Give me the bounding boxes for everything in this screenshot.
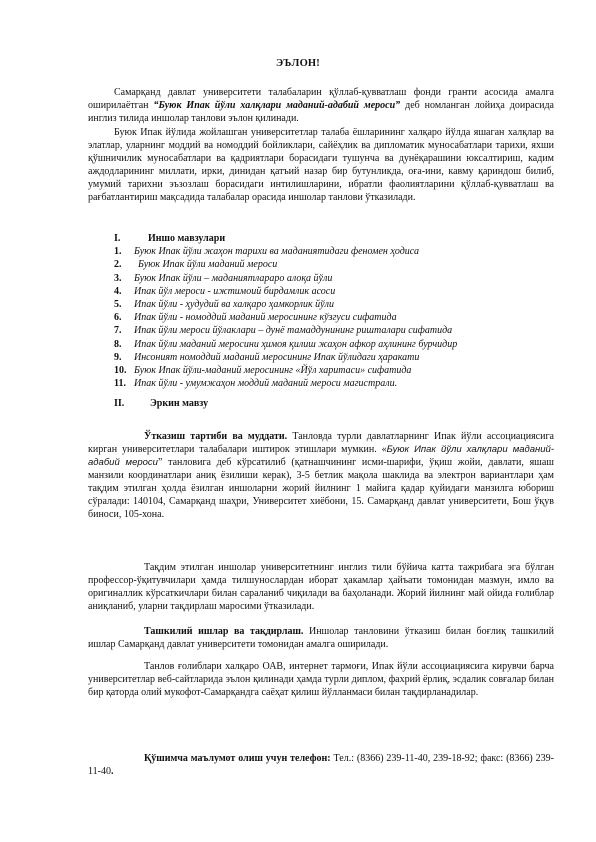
procedure-section: [88, 430, 554, 521]
section-2-number: II.: [114, 398, 125, 409]
list-item: 4. Ипак йўл мероси - ижтимоий бирдамлик асоси: [114, 285, 336, 297]
list-item: 8. Ипак йўли маданий меросини ҳимоя қилиш жаҳон афкор аҳлининг бурчидир: [114, 338, 458, 350]
intro-paragraph-2: Буюк Ипак йўлида жойлашган университетлар талаба ёшларининг халқаро йўлда яшаган халқлар ва элатлар, уларнинг моддий ва номоддий бойликлари, сайёҳлик ва дипломатик муносабатлари тарихи, яхши қўшничилик муносабатлари ва қадриятлари борасидаги тушунча ва дунёқарашини юксалтириш, кадим аждодларининг миллати, ирки, динидан қатъий назар бир бутунликда, оға-ини, кавму қариндош билиб, умумий тарихни эъзозлаш борасидаги интилишларини, ибратли фаолиятларини қўллаб-қувватлаш ва рағбатлантириш мақсадида талабалар орасида иншолар танлови ўтказилади.: [88, 127, 554, 203]
organization-paragraph: Ташкилий ишлар ва тақдирлаш. Иншолар танловини ўтказиш билан боғлиқ ташкилий ишлар Самарқанд давлат университети томонидан амалга оширилади.: [88, 626, 555, 650]
evaluation-section: [88, 561, 554, 613]
list-item: 1. Буюк Ипак йўли жаҳон тарихи ва маданиятидаги феномен ҳодиса: [114, 246, 419, 258]
list-item: 7. Ипак йўли мероси йўлаклари – дунё тамаддунининг ришталари сифатида: [114, 325, 453, 337]
project-title-quote: Буюк Ипак йўли халқлари маданий-адабий мероси: [88, 444, 554, 468]
page-title: ЭЪЛОН!: [275, 58, 320, 69]
contact-section: [88, 752, 554, 778]
procedure-label: Ўтказиш тартиби ва муддати.: [144, 431, 288, 442]
winners-section: [88, 660, 554, 699]
list-item: 2. Буюк Ипак йўли маданий мероси: [114, 259, 278, 271]
list-item: 9. Инсоният номоддий маданий меросининг Ипак йўлидаги ҳаракати: [114, 351, 420, 363]
procedure-paragraph: Ўтказиш тартиби ва муддати. Танловда турли давлатларнинг Ипак йўли ассоциациясига кирган университетлари талабалари иштирок этишлари мумкин. «Буюк Ипак йўли халқлари маданий-адабий мероси” танловига деб кўрсатилиб (қатнашчининг исми-шарифи, ўқиш жойи, давлати, яшаш манзили координатлари аниқ ёзилиши керак), 3-5 бетлик мақола шаклида ва электрон вариантлари ҳам тақдим этилган ҳолда ёзилган иншоларни жорий йилнинг 1 майига қадар қуйидаги манзилга юбориш сўралади: 140104, Самарқанд шаҳри, Университет хиёбони, 15. Самарқанд давлат университети, Бош ўқув биноси, 105-хона.: [88, 431, 555, 520]
project-title: “Буюк Ипак йўли халқлари маданий-адабий мероси”: [153, 100, 401, 111]
contact-paragraph: Қўшимча маълумот олиш учун телефон: Тел.: (8366) 239-11-40, 239-18-92; факс: (8366) 239-11-40.: [88, 753, 554, 777]
intro-paragraph-1: [88, 86, 554, 125]
section-2-title: Эркин мавзу: [150, 398, 209, 409]
contact-label: Қўшимча маълумот олиш учун телефон:: [144, 753, 331, 764]
organization-label: Ташкилий ишлар ва тақдирлаш.: [144, 626, 304, 637]
list-item: 6. Ипак йўли - номоддий маданий меросининг кўзгуси сифатида: [114, 312, 397, 324]
intro-section: [88, 86, 554, 204]
section-1-heading: [114, 232, 554, 245]
topics-list: [114, 232, 554, 390]
winners-paragraph: Танлов ғолиблари халқаро ОАВ, интернет тармоғи, Ипак йўли ассоциациясига кирувчи барча университетлар веб-сайтларида эълон қилинади ҳамда турли диплом, фахрий ёрлиқ, эсдалик совғалар билан бир қаторда олий мукофот-Самарқандга саёҳат қилиш йўлланмаси билан тақдирланадилар.: [88, 661, 554, 698]
organization-section: [88, 625, 554, 651]
list-item: 3. Буюк Ипак йўли – маданиятлараро алоқа йўли: [114, 272, 333, 284]
intro-text-a: Самарқанд давлат университети талабаларин қўллаб-қувватлаш фонди гранти асосида амалга оширилаётган: [88, 87, 554, 111]
list-item: 5. Ипак йўли - ҳудудий ва халқаро ҳамкорлик йўли: [114, 299, 334, 310]
section-2-heading: [114, 398, 209, 409]
evaluation-paragraph: Тақдим этилган иншолар университетнинг инглиз тили бўйича катта тажрибага эга бўлган профессор-ўқитувчилари ҳамда тилшунослардан иборат ҳакамлар ҳайъати томонидан мазмун, имло ва оригиналлик кўрсаткичлари билан сараланиб чиқилади ва баҳоланади. Жорий йилнинг май ойида ғолиблар аниқланиб, уларни тақдирлаш маросими ўтказилади.: [88, 562, 554, 612]
list-item: 10. Буюк Ипак йўли-маданий меросининг «Йўл харитаси» сифатида: [114, 365, 412, 377]
contact-phones: Тел.: (8366) 239-11-40, 239-18-92; факс: (8366) 239-11-40: [88, 753, 554, 777]
list-item: 11. Ипак йўли - умумжаҳон моддий маданий мероси магистрали.: [114, 378, 398, 390]
section-1-number: I.: [114, 233, 121, 244]
intro-text-c: деб номланган лойиҳа доирасида инглиз тилида иншолар танлови эълон қилинади.: [88, 100, 554, 124]
section-1-title: Иншо мавзулари: [148, 233, 226, 244]
